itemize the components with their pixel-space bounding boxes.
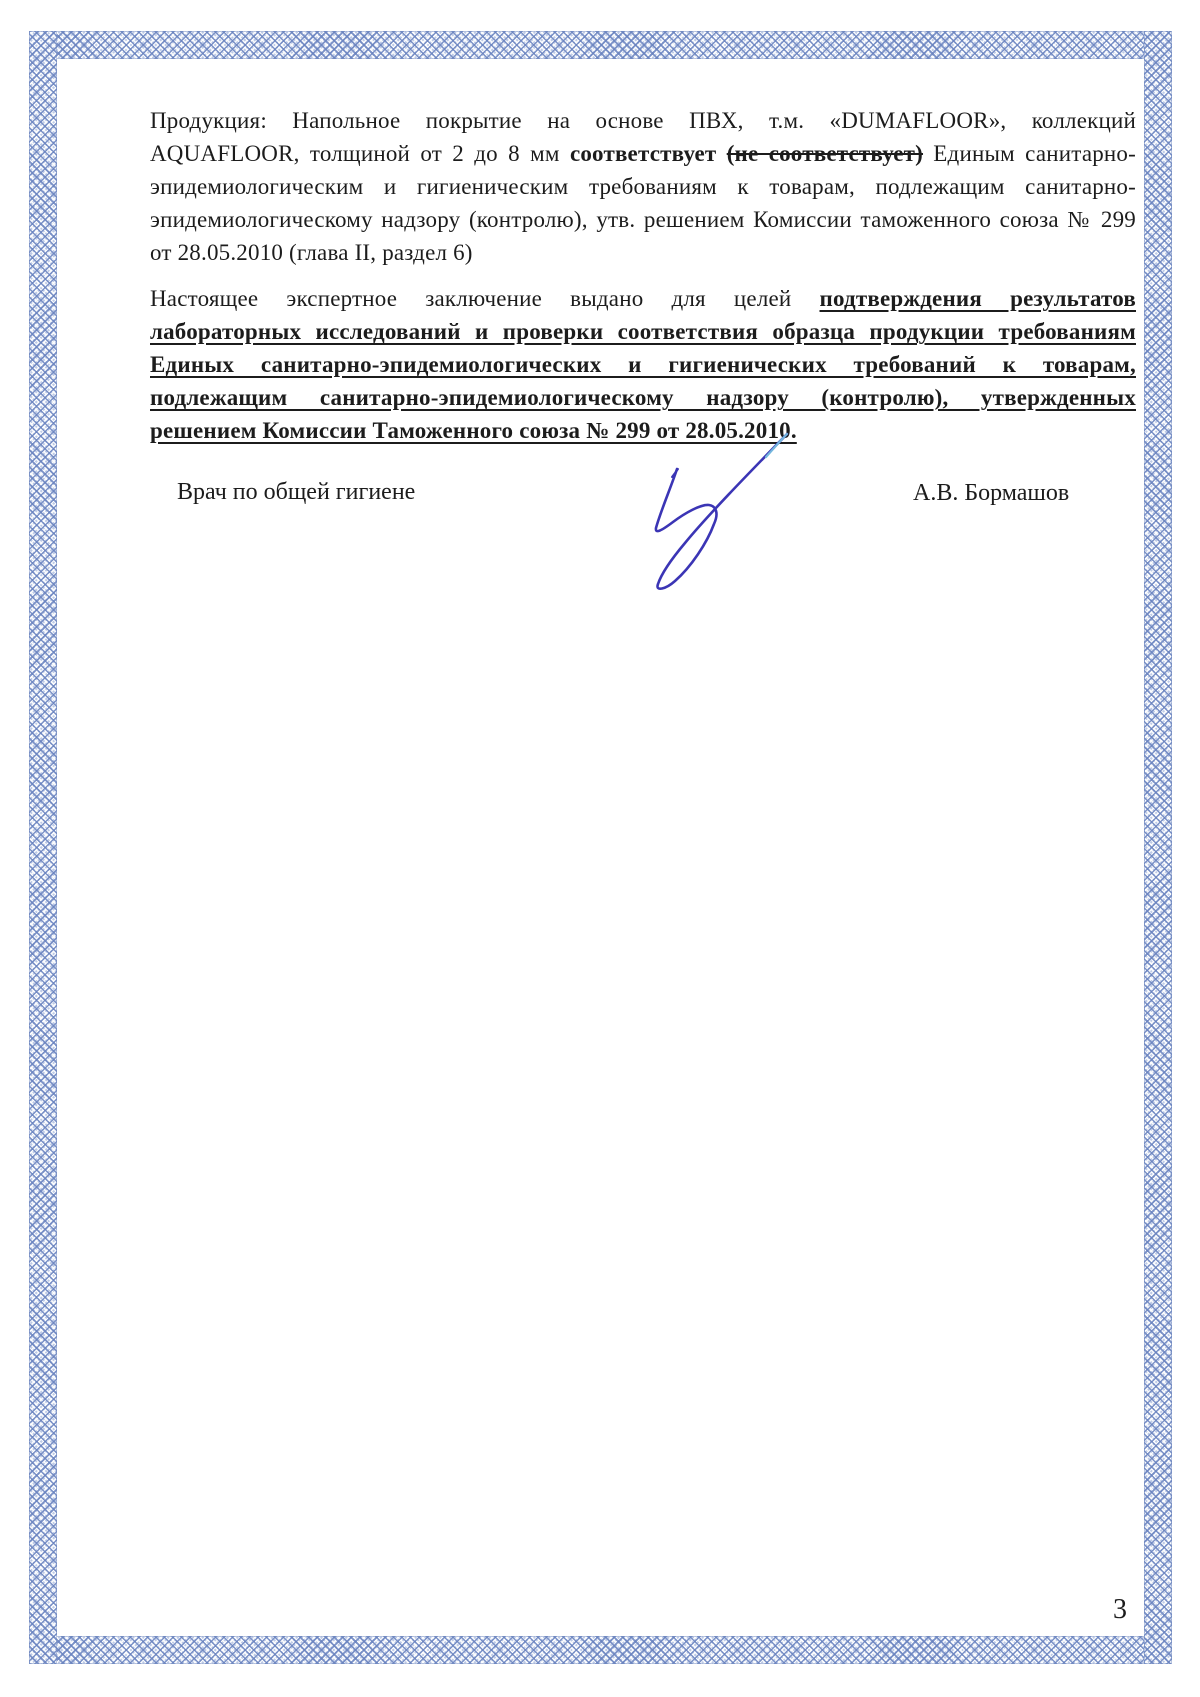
handwritten-signature-icon (645, 420, 795, 600)
purpose-paragraph (150, 282, 1136, 447)
paragraph1-product-text: Продукция: Напольное покрытие на основе ПВХ, т.м. «DUMAFLOOR», коллекций AQUAFLOOR, толщиной от 2 до 8 мм (150, 108, 1136, 166)
paragraph1-requirements-text: Единым санитарно-эпидемиологическим и гигиеническим требованиям к товарам, подлежащим санитарно-эпидемиологическому надзору (контролю), утв. решением Комиссии таможенного союза № 299 от 28.05.2010 (глава II, раздел 6) (150, 141, 1136, 265)
guilloche-border-right (1144, 31, 1172, 1664)
guilloche-border-bottom (29, 1636, 1172, 1664)
page-number: 3 (1113, 1594, 1127, 1625)
paragraph1-not-conforms-struck-text: (не соответствует) (726, 141, 924, 166)
paragraph2-purpose-underlined-text: подтверждения результатов лабораторных исследований и проверки соответствия образца продукции требованиям Единых санитарно-эпидемиологических и гигиенических требований к товарам, подлежащим санитарно-эпидемиологическому надзору (контролю), утвержденных решением Комиссии Таможенного союза № 299 от 28.05.2010. (150, 286, 1136, 443)
product-conformity-paragraph (150, 104, 1136, 269)
guilloche-border-left (29, 31, 57, 1664)
paragraph1-conforms-text: соответствует (569, 141, 717, 166)
paragraph2-intro-text: Настоящее экспертное заключение выдано для целей (150, 286, 820, 311)
signatory-name: А.В. Бормашов (913, 480, 1070, 506)
signatory-position-title: Врач по общей гигиене (177, 479, 416, 505)
document-content (150, 104, 1136, 447)
guilloche-border-top (29, 31, 1172, 59)
